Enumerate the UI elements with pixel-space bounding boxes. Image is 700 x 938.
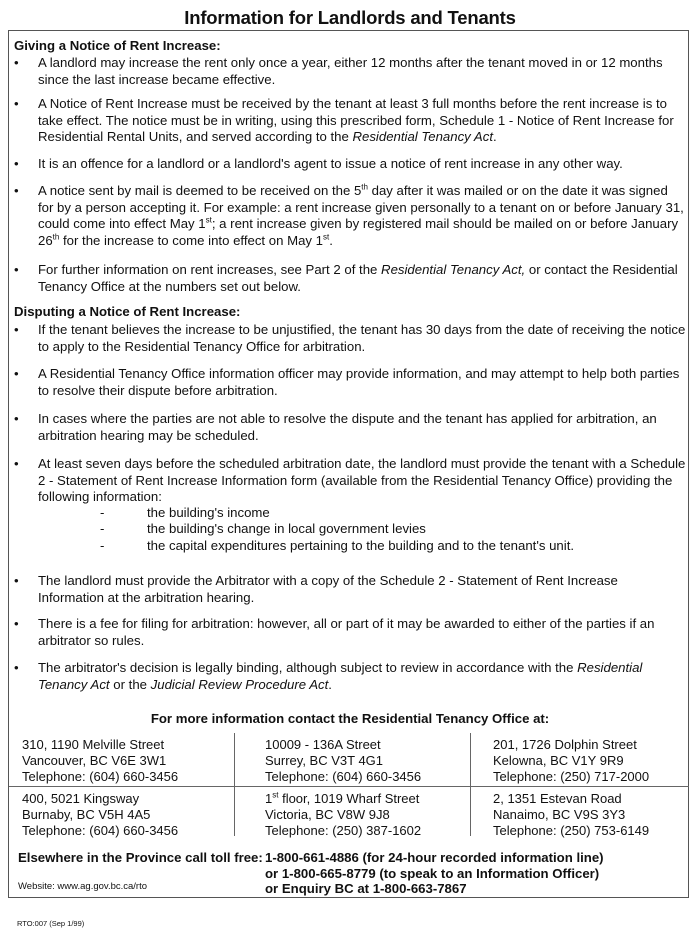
bullet-icon: •: [14, 411, 19, 426]
dash-icon: -: [100, 521, 105, 536]
bullet-icon: •: [14, 456, 19, 471]
list-item: • A notice sent by mail is deemed to be received on the 5th day after it was mailed or on the date it was signed for by a person accepting it. For example: a rent increase given personally to a tenant on or before January 31, could come into effect May 1st; a rent increase given by registered mail should be mailed on or before January 26th for the increase to come into effect on May 1st.: [14, 182, 684, 248]
toll-free-line: or Enquiry BC at 1-800-663-7867: [265, 881, 467, 896]
list-item: • It is an offence for a landlord or a landlord's agent to issue a notice of rent increase in any other way.: [14, 156, 623, 171]
document-title: Information for Landlords and Tenants: [184, 7, 516, 28]
bullet-icon: •: [14, 55, 19, 70]
office-nanaimo: 2, 1351 Estevan Road Nanaimo, BC V9S 3Y3 Telephone: (250) 753-6149: [493, 791, 650, 838]
website-text: Website: www.ag.gov.bc.ca/rto: [18, 881, 148, 892]
divider: [9, 786, 689, 787]
list-item: • There is a fee for filing for arbitration: however, all or part of it may be awarded to either of the parties if an arbitrator so rules.: [14, 616, 655, 648]
bullet-icon: •: [14, 660, 19, 675]
bullet-icon: •: [14, 322, 19, 337]
bullet-icon: •: [14, 156, 19, 171]
list-item: • The landlord must provide the Arbitrator with a copy of the Schedule 2 - Statement of Rent Increase Information at the arbitration hearing.: [14, 573, 618, 605]
bullet-icon: •: [14, 262, 19, 277]
list-item: • In cases where the parties are not able to resolve the dispute and the tenant has applied for arbitration, an arbitration hearing may be scheduled.: [14, 411, 657, 443]
toll-free-label: Elsewhere in the Province call toll free:: [18, 850, 263, 865]
bullet-icon: •: [14, 96, 19, 111]
form-code: RTO:007 (Sep 1/99): [17, 919, 85, 928]
bullet-icon: •: [14, 573, 19, 588]
section-heading-giving: Giving a Notice of Rent Increase:: [14, 38, 221, 53]
office-victoria: 1st floor, 1019 Wharf Street Victoria, BC V8W 9J8 Telephone: (250) 387-1602: [265, 790, 422, 838]
list-item: • A Residential Tenancy Office information officer may provide information, and may attempt to help both parties to resolve their dispute before arbitration.: [14, 366, 680, 398]
toll-free-line: or 1-800-665-8779 (to speak to an Information Officer): [265, 866, 600, 881]
list-item: • For further information on rent increases, see Part 2 of the Residential Tenancy Act, or contact the Residential Tenancy Office at the numbers set out below.: [14, 262, 678, 294]
sub-list-item: - the building's income: [100, 505, 270, 520]
dash-icon: -: [100, 538, 105, 553]
list-item: • The arbitrator's decision is legally binding, although subject to review in accordance with the Residential Tenancy Act or the Judicial Review Procedure Act.: [14, 660, 643, 692]
list-item: • A Notice of Rent Increase must be received by the tenant at least 3 full months before the rent increase is to take effect. The notice must be in writing, using this prescribed form, Schedule 1 - Notice of Rent Increase for Residential Rental Units, and served according to the Residential Tenancy Act.: [14, 96, 674, 144]
bullet-icon: •: [14, 183, 19, 198]
dash-icon: -: [100, 505, 105, 520]
bullet-icon: •: [14, 366, 19, 381]
list-item: • At least seven days before the scheduled arbitration date, the landlord must provide the tenant with a Schedule 2 - Statement of Rent Increase Information form (available from the Residential Tenancy Office) providing the following information:: [14, 456, 686, 504]
bullet-icon: •: [14, 616, 19, 631]
divider: [470, 733, 471, 836]
office-burnaby: 400, 5021 Kingsway Burnaby, BC V5H 4A5 Telephone: (604) 660-3456: [22, 791, 179, 838]
sub-list-item: - the building's change in local government levies: [100, 521, 426, 536]
sub-list-item: - the capital expenditures pertaining to the building and to the tenant's unit.: [100, 538, 575, 553]
list-item: • If the tenant believes the increase to be unjustified, the tenant has 30 days from the date of receiving the notice to apply to the Residential Tenancy Office for arbitration.: [14, 322, 686, 354]
divider: [234, 733, 235, 836]
section-heading-disputing: Disputing a Notice of Rent Increase:: [14, 304, 241, 319]
contact-heading: For more information contact the Residential Tenancy Office at:: [150, 711, 550, 726]
office-kelowna: 201, 1726 Dolphin Street Kelowna, BC V1Y 9R9 Telephone: (250) 717-2000: [493, 737, 650, 784]
office-vancouver: 310, 1190 Melville Street Vancouver, BC V6E 3W1 Telephone: (604) 660-3456: [22, 737, 179, 784]
toll-free-line: 1-800-661-4886 (for 24-hour recorded information line): [265, 850, 604, 865]
office-surrey: 10009 - 136A Street Surrey, BC V3T 4G1 Telephone: (604) 660-3456: [265, 737, 422, 784]
list-item: • A landlord may increase the rent only once a year, either 12 months after the tenant moved in or 12 months since the last increase became effective.: [14, 55, 663, 87]
